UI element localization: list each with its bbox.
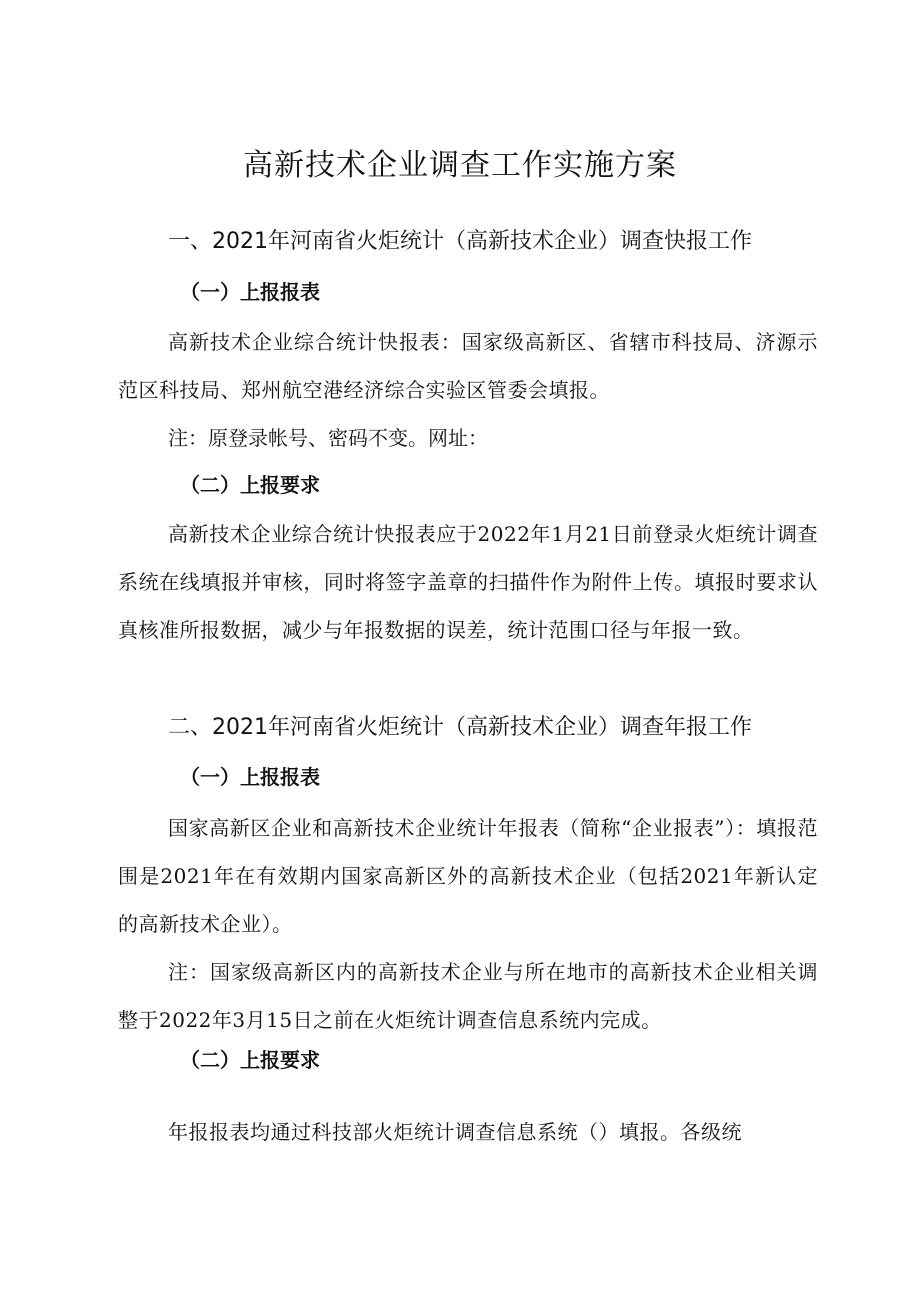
document-title: 高新技术企业调查工作实施方案 bbox=[243, 148, 677, 183]
section-2-subheading-reports: （一）上报报表 bbox=[180, 765, 320, 789]
section-1-note: 注：原登录帐号、密码不变。网址： bbox=[168, 426, 488, 450]
section-1-subheading-requirements: （二）上报要求 bbox=[180, 473, 320, 497]
section-2-paragraph-reports: 国家高新区企业和高新技术企业统计年报表（简称“企业报表”）：填报范围是2021年在有效期内国家高新区外的高新技术企业（包括2021年新认定的高新技术企业）。 bbox=[118, 816, 818, 936]
section-1-paragraph-reports: 高新技术企业综合统计快报表：国家级高新区、省辖市科技局、济源示范区科技局、郑州航空港经济综合实验区管委会填报。 bbox=[118, 330, 818, 402]
section-2-paragraph-requirements: 年报报表均通过科技部火炬统计调查信息系统（）填报。各级统 bbox=[168, 1120, 742, 1144]
section-1-paragraph-requirements: 高新技术企业综合统计快报表应于2022年1月21日前登录火炬统计调查系统在线填报并审核，同时将签字盖章的扫描件作为附件上传。填报时要求认真核准所报数据，减少与年报数据的误差，统计范围口径与年报一致。 bbox=[118, 522, 818, 642]
section-2-subheading-requirements: （二）上报要求 bbox=[180, 1048, 320, 1072]
section-1-heading: 一、2021年河南省火炬统计（高新技术企业）调查快报工作 bbox=[168, 229, 752, 254]
section-2-note: 注：国家级高新区内的高新技术企业与所在地市的高新技术企业相关调整于2022年3月15日之前在火炬统计调查信息系统内完成。 bbox=[118, 960, 818, 1032]
section-2-heading: 二、2021年河南省火炬统计（高新技术企业）调查年报工作 bbox=[168, 715, 752, 740]
section-1-subheading-reports: （一）上报报表 bbox=[180, 280, 320, 304]
